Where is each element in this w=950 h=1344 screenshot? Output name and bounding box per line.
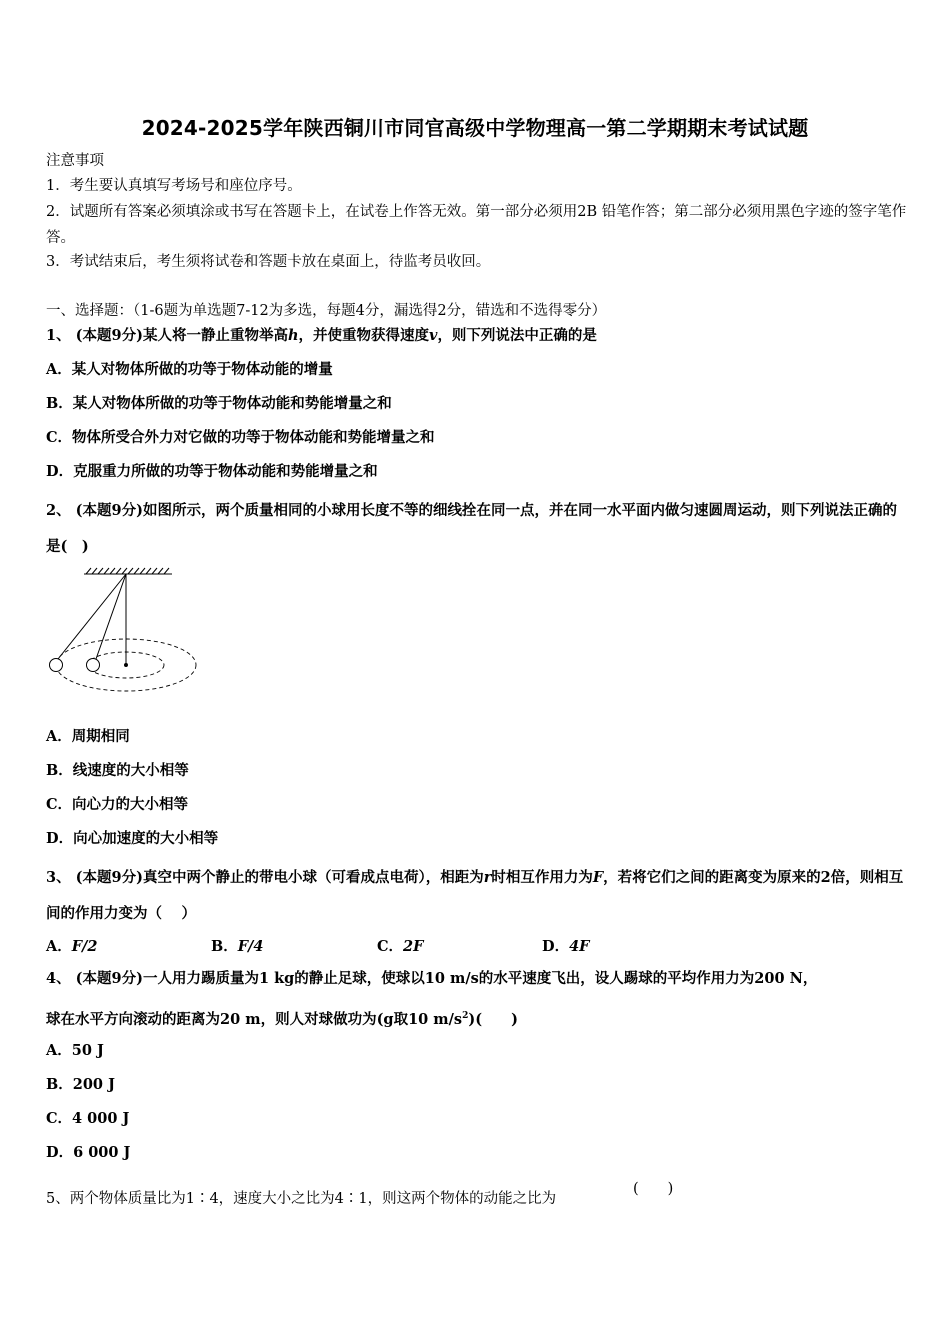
question-1-option-d[interactable]: D．克服重力所做的功等于物体动能和势能增量之和 xyxy=(46,463,378,480)
long-string xyxy=(58,574,126,659)
question-2-stem: 2、 (本题9分)如图所示，两个质量相同的小球用长度不等的细线拴在同一点，并在同一水平面内做匀速圆周运动，则下列说法正确的是( ) xyxy=(46,502,897,555)
ball-outer xyxy=(50,659,63,672)
question-4-option-a[interactable]: A．50 J xyxy=(46,1042,104,1059)
question-3-option-d[interactable]: D．4F xyxy=(542,938,590,955)
question-4-stem-line1: 4、 (本题9分)一人用力踢质量为1 kg的静止足球，使球以10 m/s的水平速度飞出，设人踢球的平均作用力为200 N， xyxy=(46,970,818,987)
notice-item: 1．考生要认真填写考场号和座位序号。 xyxy=(46,178,302,194)
notice-heading: 注意事项 xyxy=(46,153,104,169)
question-2-option-a[interactable]: A．周期相同 xyxy=(46,728,130,745)
section-heading: 一、选择题：（1-6题为单选题7-12为多选，每题4分，漏选得2分，错选和不选得零分） xyxy=(46,303,607,319)
question-2-option-d[interactable]: D．向心加速度的大小相等 xyxy=(46,830,219,847)
question-1-option-c[interactable]: C．物体所受合外力对它做的功等于物体动能和势能增量之和 xyxy=(46,429,435,446)
center-point xyxy=(124,663,128,667)
question-4-option-c[interactable]: C．4 000 J xyxy=(46,1110,130,1127)
question-1-option-a[interactable]: A．某人对物体所做的功等于物体动能的增量 xyxy=(46,361,333,378)
question-5-stem: 5、两个物体质量比为1∶4，速度大小之比为4∶1，则这两个物体的动能之比为 xyxy=(46,1191,557,1207)
ball-inner xyxy=(87,659,100,672)
answer-parentheses: ( ) xyxy=(633,1181,674,1197)
question-3-stem: 3、 (本题9分)真空中两个静止的带电小球（可看成点电荷），相距为r时相互作用力为F，若将它们之间的距离变为原来的2倍，则相互间的作用力变为（ ） xyxy=(46,869,904,922)
question-4-option-b[interactable]: B．200 J xyxy=(46,1076,115,1093)
question-2-option-c[interactable]: C．向心力的大小相等 xyxy=(46,796,189,813)
question-1-stem: 1、 (本题9分)某人将一静止重物举高h，并使重物获得速度v，则下列说法中正确的是 xyxy=(46,327,597,344)
ceiling-support xyxy=(84,568,172,574)
question-4-stem-line2: 球在水平方向滚动的距离为20 m，则人对球做功为(g取10 $m/s^2$)( ) xyxy=(46,1010,518,1028)
notice-item: 3．考试结束后，考生须将试卷和答题卡放在桌面上，待监考员收回。 xyxy=(46,254,491,270)
question-3-options xyxy=(46,935,906,957)
question-3-option-a[interactable]: A．F/2 xyxy=(46,938,98,955)
question-1-option-b[interactable]: B．某人对物体所做的功等于物体动能和势能增量之和 xyxy=(46,395,392,412)
notice-item: 2．试题所有答案必须填涂或书写在答题卡上，在试卷上作答无效。第一部分必须用2B 铅笔作答；第二部分必须用黑色字迹的签字笔作答。 xyxy=(46,204,907,246)
question-2-option-b[interactable]: B．线速度的大小相等 xyxy=(46,762,189,779)
question-3-option-c[interactable]: C．2F xyxy=(377,938,424,955)
page-title: 2024-2025学年陕西铜川市同官高级中学物理高一第二学期期末考试试题 xyxy=(141,116,809,140)
question-4-option-d[interactable]: D．6 000 J xyxy=(46,1144,131,1161)
short-string xyxy=(96,574,126,659)
question-3-option-b[interactable]: B．F/4 xyxy=(211,938,264,955)
pendulum-figure xyxy=(44,566,204,696)
